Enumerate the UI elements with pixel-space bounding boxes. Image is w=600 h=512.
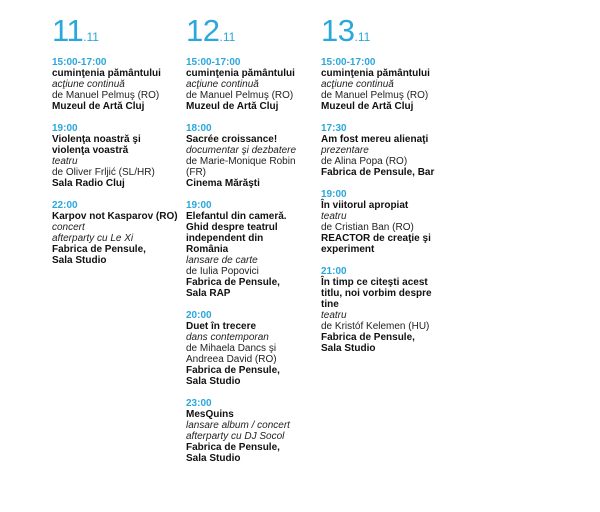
event-genre-line: afterparty cu Le Xi xyxy=(52,233,134,244)
date-header xyxy=(186,14,318,48)
event-title xyxy=(321,277,453,310)
event-title-line: cuminţenia pământului xyxy=(52,68,161,79)
event-venue xyxy=(321,101,453,112)
event-venue xyxy=(52,244,184,266)
date-month: .11 xyxy=(354,30,371,44)
event-title-line: Karpov not Kasparov (RO) xyxy=(52,211,178,222)
event-title-line: Duet în trecere xyxy=(186,321,257,332)
event-author-line: de Iulia Popovici xyxy=(186,266,259,277)
event-venue xyxy=(186,101,318,112)
event-author xyxy=(52,90,184,101)
event-title xyxy=(321,68,453,79)
event-list xyxy=(321,57,453,354)
event-genre-line: acţiune continuă xyxy=(52,79,125,90)
event-time: 15:00-17:00 xyxy=(52,57,107,68)
event-venue-line: Fabrica de Pensule, xyxy=(52,244,146,255)
event-author-line: de Oliver Frljić (SL/HR) xyxy=(52,167,155,178)
event-genre-line: lansare de carte xyxy=(186,255,258,266)
day-column-13 xyxy=(321,14,453,365)
event-venue-line: Sala Studio xyxy=(321,343,376,354)
event-time: 20:00 xyxy=(186,310,212,321)
event-time: 18:00 xyxy=(186,123,212,134)
event-title-line: MesQuins xyxy=(186,409,234,420)
event-author xyxy=(186,343,318,365)
event-entry xyxy=(321,57,453,112)
event-genre-line: acţiune continuă xyxy=(321,79,394,90)
event-author xyxy=(321,156,453,167)
event-time: 19:00 xyxy=(321,189,347,200)
day-column-12 xyxy=(186,14,318,475)
event-entry xyxy=(186,398,318,464)
event-title-line: Ghid despre teatrul xyxy=(186,222,278,233)
event-title xyxy=(186,134,318,145)
event-genre xyxy=(321,79,453,90)
event-genre xyxy=(186,420,318,442)
event-title xyxy=(186,321,318,332)
event-title xyxy=(186,211,318,255)
event-entry xyxy=(52,200,184,266)
event-genre-line: afterparty cu DJ Socol xyxy=(186,431,285,442)
event-author-line: de Marie-Monique Robin xyxy=(186,156,296,167)
event-author-line: de Mihaela Dancs şi xyxy=(186,343,277,354)
event-entry xyxy=(321,123,453,178)
event-genre-line: teatru xyxy=(321,211,347,222)
event-title-line: Elefantul din cameră. xyxy=(186,211,287,222)
event-venue-line: Muzeul de Artă Cluj xyxy=(321,101,414,112)
event-venue-line: Fabrica de Pensule, xyxy=(186,277,280,288)
event-author xyxy=(321,321,453,332)
event-time: 15:00-17:00 xyxy=(321,57,376,68)
event-genre xyxy=(321,211,453,222)
event-venue-line: Sala Studio xyxy=(52,255,107,266)
event-venue-line: Sala Radio Cluj xyxy=(52,178,125,189)
event-title-line: Am fost mereu alienaţi xyxy=(321,134,429,145)
event-venue-line: Fabrica de Pensule, Bar xyxy=(321,167,435,178)
event-entry xyxy=(321,266,453,354)
event-venue-line: experiment xyxy=(321,244,375,255)
event-title-line: violenţa voastră xyxy=(52,145,129,156)
event-author xyxy=(52,167,184,178)
event-genre-line: concert xyxy=(52,222,85,233)
date-day: 11 xyxy=(52,13,84,48)
event-time: 22:00 xyxy=(52,200,78,211)
event-title xyxy=(321,134,453,145)
event-venue-line: Fabrica de Pensule, xyxy=(321,332,415,343)
event-author xyxy=(321,90,453,101)
event-venue-line: Cinema Mărăşti xyxy=(186,178,260,189)
date-month: .11 xyxy=(219,30,236,44)
event-title-line: În timp ce citeşti acest xyxy=(321,277,428,288)
event-venue xyxy=(186,178,318,189)
event-genre xyxy=(321,145,453,156)
event-venue xyxy=(52,178,184,189)
event-time: 17:30 xyxy=(321,123,347,134)
event-title-line: independent din xyxy=(186,233,264,244)
event-genre-line: documentar şi dezbatere xyxy=(186,145,297,156)
event-venue-line: Fabrica de Pensule, xyxy=(186,442,280,453)
event-venue xyxy=(321,167,453,178)
event-genre xyxy=(186,255,318,266)
event-venue-line: Muzeul de Artă Cluj xyxy=(52,101,145,112)
event-title-line: România xyxy=(186,244,229,255)
event-genre-line: lansare album / concert xyxy=(186,420,290,431)
event-venue xyxy=(52,101,184,112)
event-genre-line: teatru xyxy=(52,156,78,167)
event-author xyxy=(186,156,318,178)
event-entry xyxy=(186,123,318,189)
event-title-line: titlu, noi vorbim despre xyxy=(321,288,432,299)
event-author-line: de Manuel Pelmuş (RO) xyxy=(52,90,160,101)
event-venue-line: Muzeul de Artă Cluj xyxy=(186,101,279,112)
event-venue xyxy=(186,365,318,387)
event-genre-line: dans contemporan xyxy=(186,332,269,343)
event-title xyxy=(186,409,318,420)
event-genre xyxy=(186,145,318,156)
event-time: 23:00 xyxy=(186,398,212,409)
date-header xyxy=(52,14,184,48)
date-header xyxy=(321,14,453,48)
event-title xyxy=(52,68,184,79)
event-entry xyxy=(321,189,453,255)
event-genre-line: acţiune continuă xyxy=(186,79,259,90)
event-genre xyxy=(321,310,453,321)
event-venue xyxy=(186,277,318,299)
event-author-line: de Manuel Pelmuş (RO) xyxy=(321,90,429,101)
event-time: 21:00 xyxy=(321,266,347,277)
date-day: 13 xyxy=(321,13,355,48)
event-genre xyxy=(52,79,184,90)
event-title-line: cuminţenia pământului xyxy=(321,68,430,79)
event-venue xyxy=(321,233,453,255)
event-title-line: tine xyxy=(321,299,339,310)
event-venue-line: Sala Studio xyxy=(186,453,241,464)
event-entry xyxy=(52,57,184,112)
event-author-line: de Alina Popa (RO) xyxy=(321,156,408,167)
event-title xyxy=(52,211,184,222)
event-title xyxy=(186,68,318,79)
event-genre xyxy=(186,79,318,90)
event-list xyxy=(186,57,318,464)
event-time: 19:00 xyxy=(52,123,78,134)
event-genre xyxy=(186,332,318,343)
event-title-line: Violenţa noastră şi xyxy=(52,134,141,145)
date-month: .11 xyxy=(83,30,99,44)
event-genre xyxy=(52,156,184,167)
event-list xyxy=(52,57,184,266)
event-entry xyxy=(186,57,318,112)
event-time: 15:00-17:00 xyxy=(186,57,241,68)
day-column-11 xyxy=(52,14,184,277)
event-title-line: cuminţenia pământului xyxy=(186,68,295,79)
event-venue xyxy=(321,332,453,354)
event-title xyxy=(52,134,184,156)
event-title-line: În viitorul apropiat xyxy=(321,200,409,211)
event-venue-line: Fabrica de Pensule, xyxy=(186,365,280,376)
event-entry xyxy=(52,123,184,189)
event-time: 19:00 xyxy=(186,200,212,211)
event-author xyxy=(321,222,453,233)
event-title-line: Sacrée croissance! xyxy=(186,134,278,145)
event-author xyxy=(186,266,318,277)
event-venue-line: REACTOR de creaţie şi xyxy=(321,233,431,244)
event-genre-line: prezentare xyxy=(321,145,369,156)
event-venue-line: Sala RAP xyxy=(186,288,231,299)
event-author xyxy=(186,90,318,101)
event-author-line: Andreea David (RO) xyxy=(186,354,277,365)
event-author-line: (FR) xyxy=(186,167,206,178)
event-author-line: de Cristian Ban (RO) xyxy=(321,222,414,233)
event-title xyxy=(321,200,453,211)
event-author-line: de Kristóf Kelemen (HU) xyxy=(321,321,430,332)
event-venue-line: Sala Studio xyxy=(186,376,241,387)
event-venue xyxy=(186,442,318,464)
event-entry xyxy=(186,200,318,299)
event-genre-line: teatru xyxy=(321,310,347,321)
date-day: 12 xyxy=(186,13,220,48)
event-entry xyxy=(186,310,318,387)
event-genre xyxy=(52,222,184,244)
event-author-line: de Manuel Pelmuş (RO) xyxy=(186,90,294,101)
